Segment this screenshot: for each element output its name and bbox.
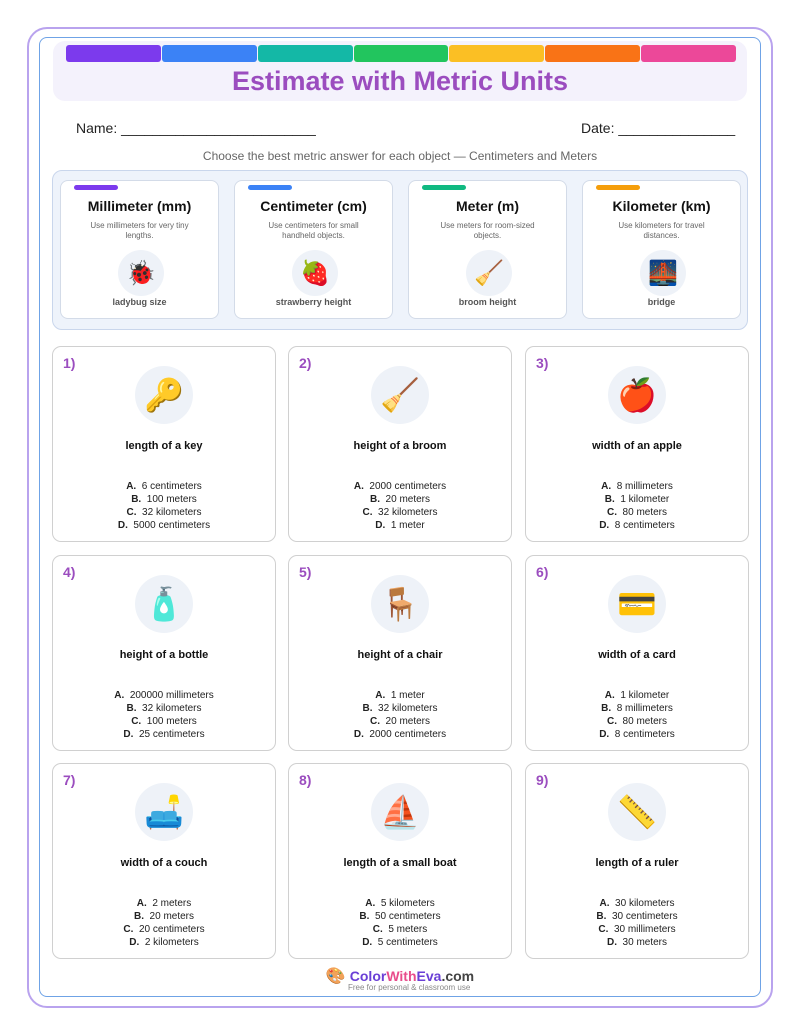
question-number: 8) xyxy=(299,772,312,788)
answer-option[interactable] xyxy=(526,480,748,493)
broom-icon: 🧹 xyxy=(371,366,429,424)
date-field[interactable]: Date: _______________ xyxy=(581,120,736,136)
answer-option[interactable] xyxy=(53,506,275,519)
question-text: height of a bottle xyxy=(119,649,209,661)
unit-example: strawberry height xyxy=(275,297,352,307)
answer-option[interactable] xyxy=(53,728,275,741)
brand-eva: Eva xyxy=(416,968,442,984)
question-number: 4) xyxy=(63,564,76,580)
color-stripe xyxy=(449,45,544,62)
color-stripe xyxy=(354,45,449,62)
option-text: 2000 centimeters xyxy=(369,481,447,492)
option-text: 32 kilometers xyxy=(142,703,202,714)
option-letter: D. xyxy=(375,520,386,531)
answer-option[interactable] xyxy=(53,480,275,493)
question-text: height of a chair xyxy=(357,649,443,661)
question-number: 7) xyxy=(63,772,76,788)
brand-com: .com xyxy=(441,968,475,984)
answer-option[interactable] xyxy=(526,728,748,741)
unit-example: bridge xyxy=(647,297,676,307)
option-letter: C. xyxy=(369,716,380,727)
option-text: 50 centimeters xyxy=(374,911,441,922)
question-card xyxy=(288,763,512,959)
answer-options xyxy=(289,480,511,532)
couch-icon: 🛋️ xyxy=(135,783,193,841)
answer-options xyxy=(526,480,748,532)
answer-option[interactable] xyxy=(289,519,511,532)
name-field[interactable]: Name: _________________________ xyxy=(76,120,316,136)
answer-option[interactable] xyxy=(53,493,275,506)
question-card xyxy=(525,555,749,751)
option-letter: C. xyxy=(372,924,383,935)
unit-color-bar xyxy=(422,185,466,190)
option-letter: C. xyxy=(131,716,142,727)
option-letter: D. xyxy=(599,729,610,740)
unit-card-kilometer xyxy=(582,180,741,319)
option-letter: A. xyxy=(365,898,376,909)
color-stripe xyxy=(545,45,640,62)
option-letter: B. xyxy=(126,703,137,714)
option-text: 100 meters xyxy=(146,716,197,727)
answer-option[interactable] xyxy=(289,480,511,493)
answer-options xyxy=(53,689,275,741)
key-icon: 🔑 xyxy=(135,366,193,424)
option-letter: A. xyxy=(353,481,364,492)
question-card xyxy=(52,763,276,959)
option-text: 2 kilometers xyxy=(144,937,199,948)
option-text: 30 kilometers xyxy=(615,898,675,909)
answer-options xyxy=(289,897,511,949)
brand-color: Color xyxy=(349,968,387,984)
answer-option[interactable] xyxy=(53,519,275,532)
answer-option[interactable] xyxy=(526,689,748,702)
unit-card-millimeter xyxy=(60,180,219,319)
option-letter: D. xyxy=(117,520,128,531)
color-stripe xyxy=(641,45,736,62)
option-text: 25 centimeters xyxy=(138,729,205,740)
option-letter: B. xyxy=(604,494,615,505)
question-text: length of a key xyxy=(125,440,203,452)
answer-option[interactable] xyxy=(289,715,511,728)
option-letter: A. xyxy=(599,898,610,909)
answer-option[interactable] xyxy=(289,910,511,923)
unit-example: ladybug size xyxy=(112,297,167,307)
answer-option[interactable] xyxy=(526,702,748,715)
apple-icon: 🍎 xyxy=(608,366,666,424)
option-text: 1 meter xyxy=(390,520,425,531)
answer-option[interactable] xyxy=(289,689,511,702)
unit-name: Meter (m) xyxy=(455,198,519,214)
unit-name: Millimeter (mm) xyxy=(87,198,192,214)
answer-option[interactable] xyxy=(289,506,511,519)
chair-icon: 🪑 xyxy=(371,575,429,633)
option-text: 32 kilometers xyxy=(378,703,438,714)
question-number: 2) xyxy=(299,355,312,371)
option-letter: D. xyxy=(353,729,364,740)
option-text: 32 kilometers xyxy=(142,507,202,518)
unit-description: Use centimeters for small handheld objects. xyxy=(268,221,359,240)
question-card xyxy=(288,346,512,542)
answer-option[interactable] xyxy=(526,936,748,949)
option-letter: C. xyxy=(123,924,134,935)
answer-option[interactable] xyxy=(53,689,275,702)
color-stripe xyxy=(162,45,257,62)
question-card xyxy=(52,555,276,751)
answer-option[interactable] xyxy=(53,715,275,728)
answer-option[interactable] xyxy=(289,728,511,741)
unit-color-bar xyxy=(596,185,640,190)
palette-icon: 🎨 xyxy=(325,968,346,985)
option-text: 80 meters xyxy=(622,507,668,518)
option-text: 200000 millimeters xyxy=(129,690,214,701)
option-letter: D. xyxy=(599,520,610,531)
option-letter: C. xyxy=(606,507,617,518)
option-letter: B. xyxy=(369,494,380,505)
sailboat-icon: ⛵ xyxy=(371,783,429,841)
option-text: 5 centimeters xyxy=(377,937,438,948)
option-text: 32 kilometers xyxy=(378,507,438,518)
strawberry-icon: 🍓 xyxy=(292,250,338,296)
question-text: width of a couch xyxy=(120,857,208,869)
ladybug-icon: 🐞 xyxy=(118,250,164,296)
unit-name: Centimeter (cm) xyxy=(260,198,367,214)
option-text: 5 meters xyxy=(388,924,428,935)
question-number: 5) xyxy=(299,564,312,580)
answer-options xyxy=(526,897,748,949)
option-letter: D. xyxy=(123,729,134,740)
option-text: 2000 centimeters xyxy=(369,729,447,740)
option-letter: C. xyxy=(606,716,617,727)
option-text: 8 centimeters xyxy=(614,520,675,531)
question-card xyxy=(52,346,276,542)
option-text: 8 millimeters xyxy=(616,481,673,492)
question-number: 3) xyxy=(536,355,549,371)
option-text: 1 meter xyxy=(390,690,425,701)
option-letter: B. xyxy=(359,911,370,922)
option-letter: A. xyxy=(126,481,137,492)
option-letter: D. xyxy=(606,937,617,948)
option-letter: B. xyxy=(596,911,607,922)
unit-example: broom height xyxy=(458,297,517,307)
answer-option[interactable] xyxy=(526,715,748,728)
answer-option[interactable] xyxy=(526,519,748,532)
question-number: 9) xyxy=(536,772,549,788)
color-stripe xyxy=(258,45,353,62)
option-letter: D. xyxy=(362,937,373,948)
answer-option[interactable] xyxy=(289,936,511,949)
answer-option[interactable] xyxy=(53,910,275,923)
answer-option[interactable] xyxy=(289,493,511,506)
option-letter: B. xyxy=(133,911,144,922)
option-letter: B. xyxy=(601,703,612,714)
option-text: 80 meters xyxy=(622,716,668,727)
question-card xyxy=(288,555,512,751)
footer-tagline: Free for personal & classroom use xyxy=(348,983,471,992)
card-icon: 💳 xyxy=(608,575,666,633)
answer-option[interactable] xyxy=(53,936,275,949)
option-text: 20 meters xyxy=(385,494,431,505)
broom-icon: 🧹 xyxy=(466,250,512,296)
option-letter: C. xyxy=(598,924,609,935)
brand-with: With xyxy=(386,968,417,984)
bridge-icon: 🌉 xyxy=(640,250,686,296)
unit-description: Use meters for room-sized objects. xyxy=(440,221,535,240)
question-card xyxy=(525,763,749,959)
option-text: 6 centimeters xyxy=(141,481,202,492)
answer-option[interactable] xyxy=(53,897,275,910)
option-letter: C. xyxy=(362,507,373,518)
question-text: height of a broom xyxy=(353,440,447,452)
unit-card-meter xyxy=(408,180,567,319)
option-letter: C. xyxy=(126,507,137,518)
instructions: Choose the best metric answer for each object — Centimeters and Meters xyxy=(202,149,598,163)
answer-option[interactable] xyxy=(289,702,511,715)
answer-options xyxy=(53,480,275,532)
option-text: 2 meters xyxy=(152,898,192,909)
option-text: 30 centimeters xyxy=(611,911,678,922)
option-text: 5 kilometers xyxy=(380,898,435,909)
answer-option[interactable] xyxy=(526,923,748,936)
color-stripe xyxy=(66,45,161,62)
question-text: width of a card xyxy=(598,649,676,661)
answer-option[interactable] xyxy=(289,923,511,936)
option-letter: A. xyxy=(604,690,615,701)
option-letter: A. xyxy=(375,690,386,701)
option-text: 5000 centimeters xyxy=(133,520,211,531)
option-text: 1 kilometer xyxy=(620,690,670,701)
page-title: Estimate with Metric Units xyxy=(231,66,569,96)
question-text: length of a small boat xyxy=(343,857,457,869)
answer-option[interactable] xyxy=(53,923,275,936)
option-text: 20 centimeters xyxy=(138,924,205,935)
question-number: 6) xyxy=(536,564,549,580)
option-text: 20 meters xyxy=(149,911,195,922)
option-letter: A. xyxy=(601,481,612,492)
answer-option[interactable] xyxy=(526,910,748,923)
color-stripes xyxy=(66,45,736,62)
answer-option[interactable] xyxy=(526,506,748,519)
option-text: 8 millimeters xyxy=(616,703,673,714)
option-text: 30 meters xyxy=(622,937,668,948)
answer-option[interactable] xyxy=(526,897,748,910)
unit-name: Kilometer (km) xyxy=(612,198,711,214)
question-card xyxy=(525,346,749,542)
question-text: length of a ruler xyxy=(595,857,679,869)
answer-options xyxy=(289,689,511,741)
question-number: 1) xyxy=(63,355,76,371)
unit-description: Use millimeters for very tiny lengths. xyxy=(90,221,189,240)
option-letter: B. xyxy=(131,494,142,505)
answer-option[interactable] xyxy=(526,493,748,506)
unit-card-centimeter xyxy=(234,180,393,319)
answer-option[interactable] xyxy=(289,897,511,910)
answer-options xyxy=(53,897,275,949)
option-text: 30 millimeters xyxy=(613,924,676,935)
answer-option[interactable] xyxy=(53,702,275,715)
bottle-icon: 🧴 xyxy=(135,575,193,633)
option-text: 20 meters xyxy=(385,716,431,727)
option-letter: B. xyxy=(362,703,373,714)
option-text: 8 centimeters xyxy=(614,729,675,740)
option-text: 100 meters xyxy=(146,494,197,505)
unit-color-bar xyxy=(248,185,292,190)
option-letter: A. xyxy=(136,898,147,909)
unit-color-bar xyxy=(74,185,118,190)
question-text: width of an apple xyxy=(592,440,682,452)
unit-description: Use kilometers for travel distances. xyxy=(618,221,705,240)
answer-options xyxy=(526,689,748,741)
ruler-icon: 📏 xyxy=(608,783,666,841)
option-text: 1 kilometer xyxy=(620,494,670,505)
option-letter: A. xyxy=(114,690,125,701)
option-letter: D. xyxy=(129,937,140,948)
